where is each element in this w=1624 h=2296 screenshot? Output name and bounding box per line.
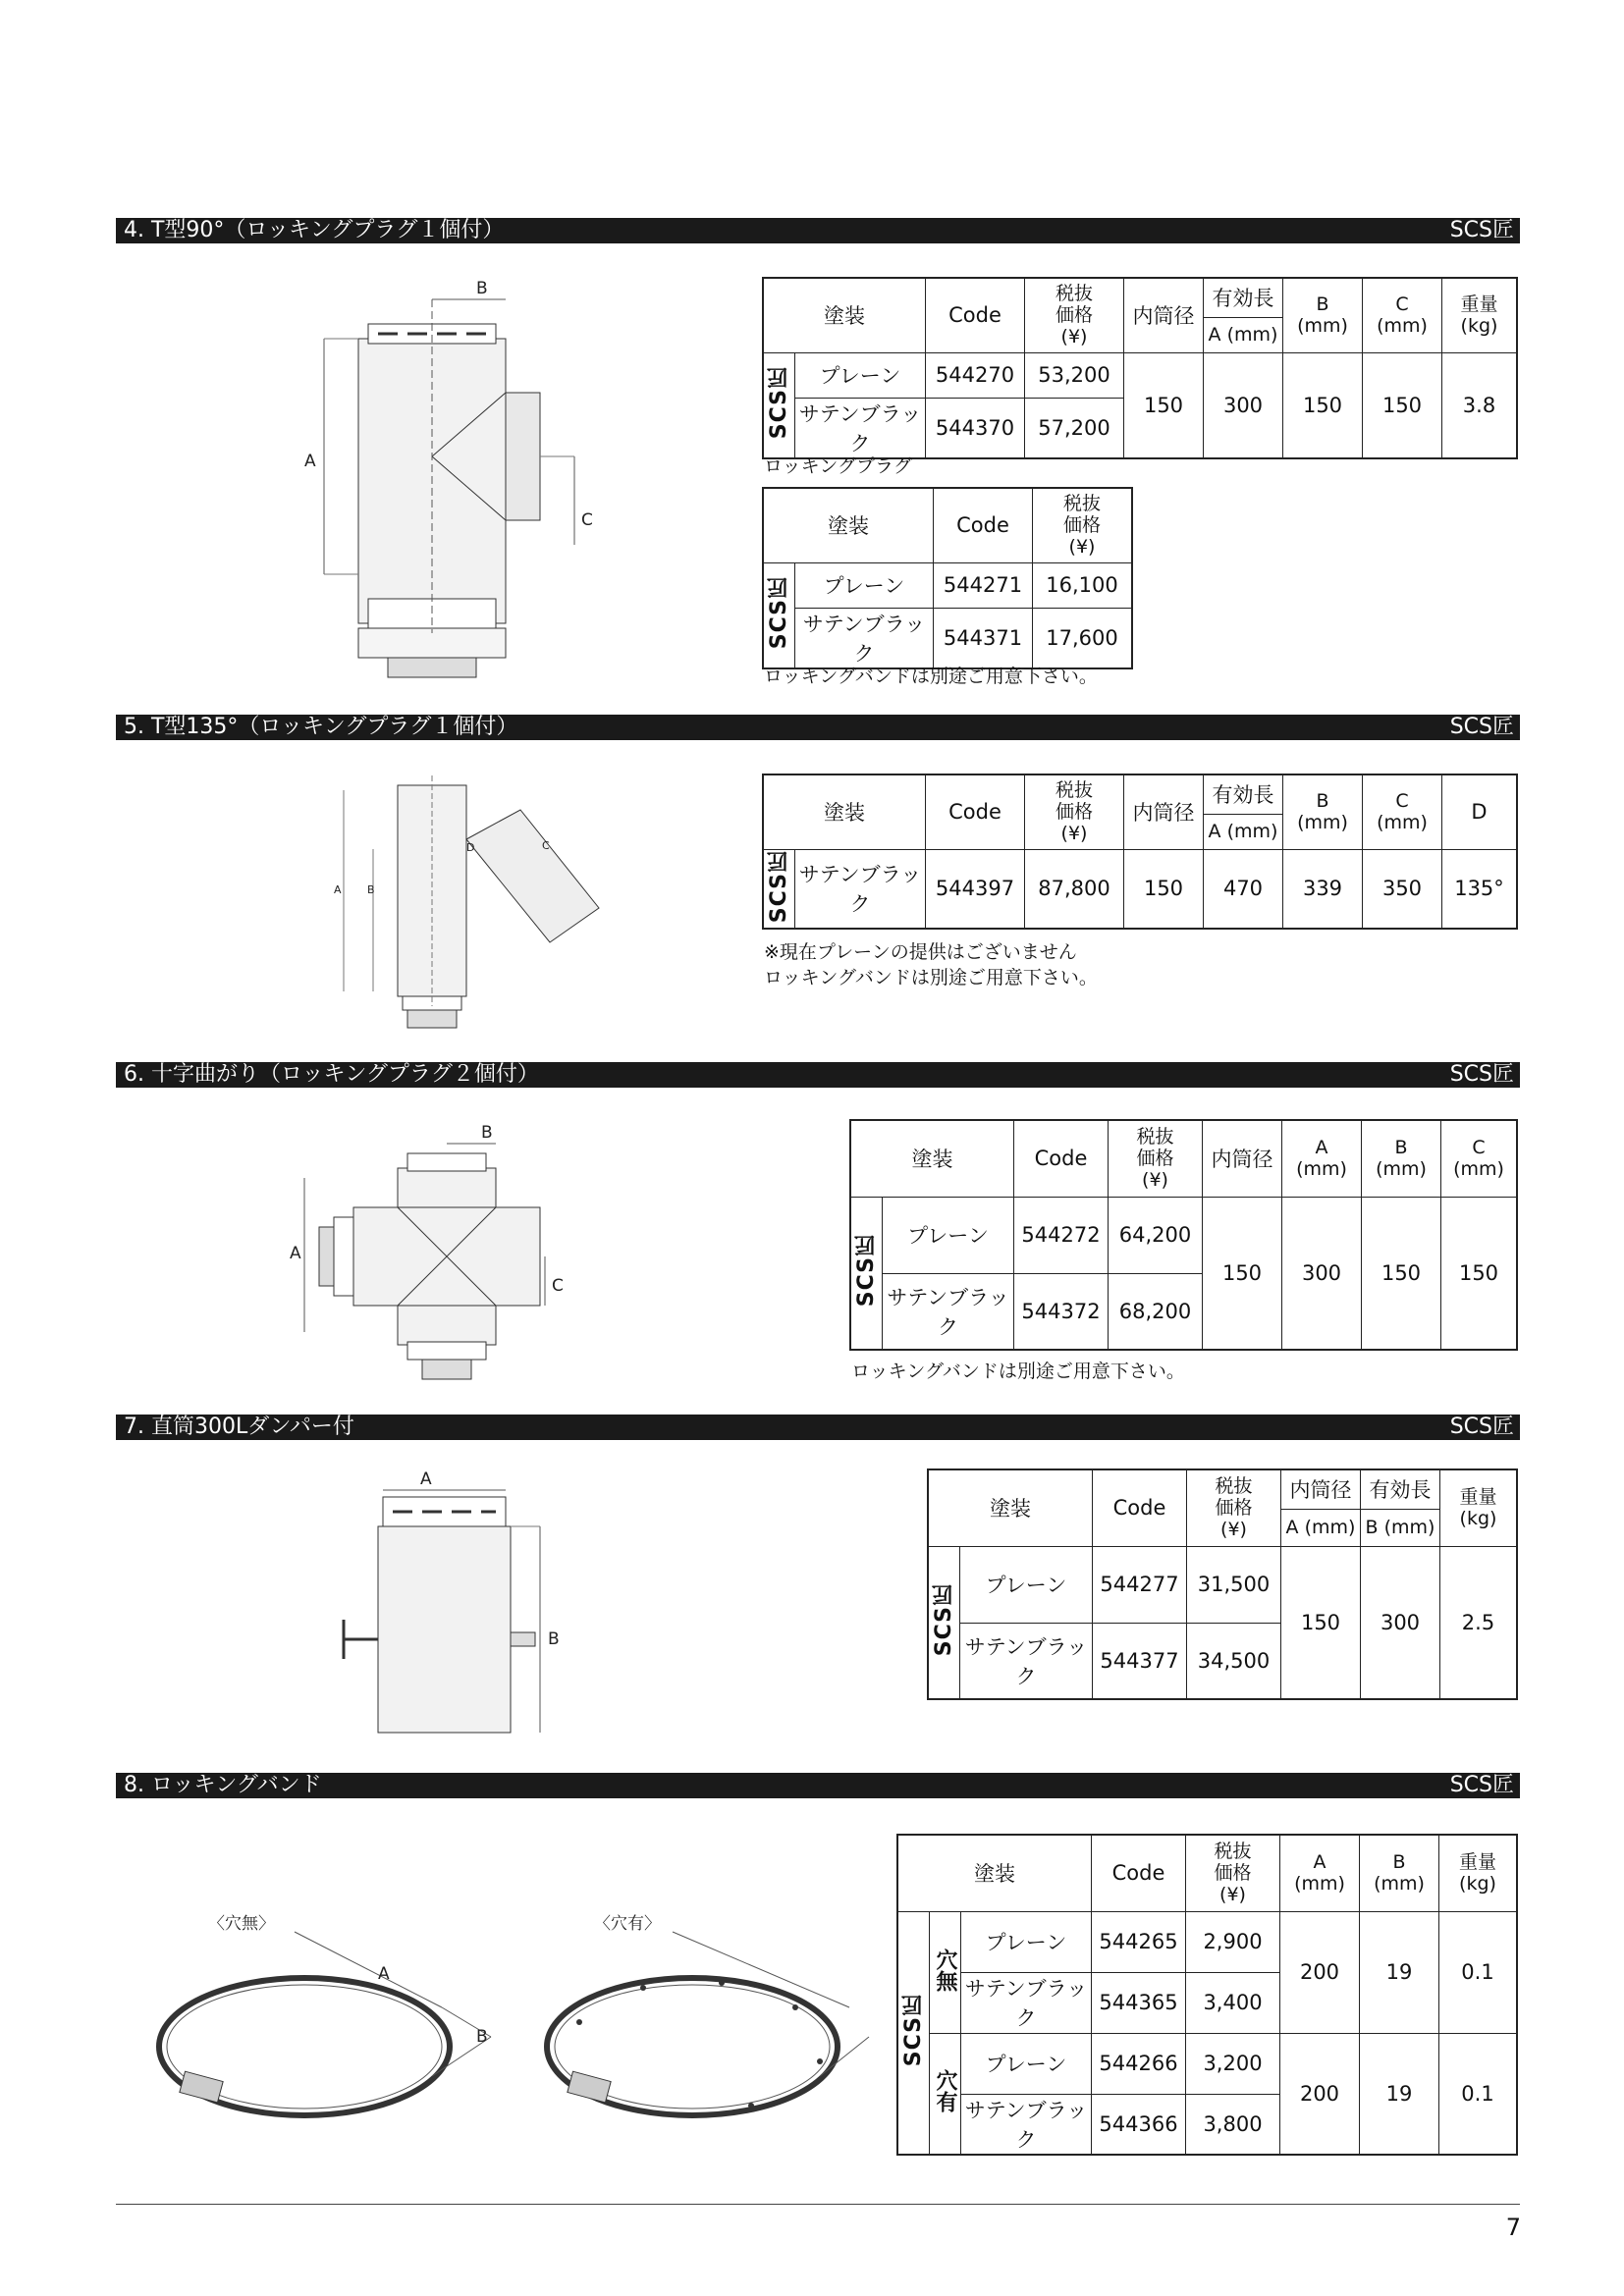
page-number: 7 bbox=[1505, 2214, 1521, 2241]
cell-c: 150 bbox=[1363, 352, 1442, 458]
cell-b: 150 bbox=[1362, 1197, 1441, 1350]
label-a: A bbox=[334, 883, 342, 896]
col-inner: 内筒径 bbox=[1124, 774, 1204, 849]
cell-weight: 3.8 bbox=[1442, 352, 1518, 458]
section-title: 6. 十字曲がり（ロッキングプラグ２個付） bbox=[124, 1062, 539, 1087]
col-eff-sub: B (mm) bbox=[1361, 1509, 1440, 1546]
col-price: 税抜 価格 (¥) bbox=[1033, 488, 1133, 562]
t90-drawing bbox=[295, 280, 628, 682]
col-coating: 塗装 bbox=[763, 774, 926, 849]
cell-coating: サテンブラック bbox=[795, 849, 926, 929]
col-d: D bbox=[1442, 774, 1518, 849]
brand-vertical: SCS匠 bbox=[767, 575, 791, 650]
col-code: Code bbox=[926, 774, 1025, 849]
brand-vertical: SCS匠 bbox=[932, 1583, 956, 1657]
cell-price: 3,400 bbox=[1186, 1972, 1280, 2033]
cell-coating: サテンブラック bbox=[961, 1972, 1092, 2033]
note: ロッキングバンドは別途ご用意下さい。 bbox=[764, 666, 1098, 687]
cell-code: 544272 bbox=[1014, 1197, 1109, 1273]
col-c: C (mm) bbox=[1363, 774, 1442, 849]
cell-code: 544372 bbox=[1014, 1273, 1109, 1350]
cell-code: 544271 bbox=[934, 562, 1033, 608]
col-eff-sub: A (mm) bbox=[1204, 317, 1283, 352]
section-title: 7. 直筒300Lダンパー付 bbox=[124, 1415, 354, 1439]
cell-coating: プレーン bbox=[960, 1546, 1093, 1623]
plug-table bbox=[762, 487, 1133, 669]
note: ロッキングバンドは別途ご用意下さい。 bbox=[764, 967, 1098, 988]
caption: 〈穴有〉 bbox=[594, 1914, 661, 1934]
brand-vertical: SCS匠 bbox=[854, 1234, 879, 1308]
label-a: A bbox=[378, 1964, 390, 1984]
col-code: Code bbox=[926, 278, 1025, 352]
col-coating: 塗装 bbox=[763, 278, 926, 352]
cell-inner: 150 bbox=[1281, 1546, 1361, 1699]
cell-code: 544266 bbox=[1092, 2033, 1186, 2094]
cell-weight: 0.1 bbox=[1439, 1911, 1518, 2033]
col-a: A (mm) bbox=[1282, 1120, 1362, 1197]
group-label: 穴無 bbox=[933, 1948, 957, 1992]
brand-label: SCS匠 bbox=[1449, 1415, 1514, 1439]
cell-eff: 300 bbox=[1361, 1546, 1440, 1699]
cell-a: 300 bbox=[1282, 1197, 1362, 1350]
col-c: C (mm) bbox=[1441, 1120, 1518, 1197]
cell-b: 339 bbox=[1283, 849, 1363, 929]
note: ※現在プレーンの提供はございません bbox=[764, 941, 1077, 963]
col-b: B (mm) bbox=[1360, 1835, 1439, 1911]
cell-code: 544370 bbox=[926, 398, 1025, 458]
label-b: B bbox=[548, 1629, 560, 1649]
cell-a: 200 bbox=[1280, 2033, 1360, 2155]
group-label: 穴有 bbox=[933, 2069, 957, 2113]
band-drawing-holes bbox=[525, 1914, 879, 2150]
cell-price: 31,500 bbox=[1187, 1546, 1281, 1623]
cell-d: 135° bbox=[1442, 849, 1518, 929]
brand-vertical: SCS匠 bbox=[767, 365, 791, 440]
label-b: B bbox=[476, 279, 488, 298]
brand-label: SCS匠 bbox=[1449, 715, 1514, 739]
cell-price: 3,800 bbox=[1186, 2094, 1280, 2155]
col-price: 税抜 価格 (¥) bbox=[1109, 1120, 1203, 1197]
col-eff-sub: A (mm) bbox=[1204, 814, 1283, 849]
section-header-8 bbox=[116, 1773, 1520, 1798]
cell-coating: プレーン bbox=[961, 1911, 1092, 1972]
col-a: A (mm) bbox=[1280, 1835, 1360, 1911]
cell-coating: プレーン bbox=[883, 1197, 1014, 1273]
cell-price: 34,500 bbox=[1187, 1623, 1281, 1699]
cell-b: 19 bbox=[1360, 1911, 1439, 2033]
cell-coating: プレーン bbox=[795, 352, 926, 398]
section-header-4 bbox=[116, 218, 1520, 243]
cell-b: 19 bbox=[1360, 2033, 1439, 2155]
cross-drawing bbox=[285, 1124, 589, 1389]
cell-code: 544366 bbox=[1092, 2094, 1186, 2155]
label-c: C bbox=[542, 839, 550, 852]
note: ロッキングバンドは別途ご用意下さい。 bbox=[851, 1361, 1185, 1382]
label-b: B bbox=[367, 883, 375, 896]
col-b: B (mm) bbox=[1283, 278, 1363, 352]
cell-inner: 150 bbox=[1124, 849, 1204, 929]
cell-c: 350 bbox=[1363, 849, 1442, 929]
cell-code: 544270 bbox=[926, 352, 1025, 398]
col-code: Code bbox=[1092, 1835, 1186, 1911]
col-weight: 重量 (kg) bbox=[1439, 1835, 1518, 1911]
cell-coating: サテンブラック bbox=[961, 2094, 1092, 2155]
brand-label: SCS匠 bbox=[1449, 1773, 1514, 1797]
cell-c: 150 bbox=[1441, 1197, 1518, 1350]
cell-b: 150 bbox=[1283, 352, 1363, 458]
spec-table bbox=[849, 1119, 1518, 1351]
spec-table bbox=[762, 277, 1518, 459]
col-eff: 有効長 bbox=[1204, 774, 1283, 814]
cell-coating: サテンブラック bbox=[795, 398, 926, 458]
cell-coating: プレーン bbox=[961, 2033, 1092, 2094]
cell-coating: サテンブラック bbox=[883, 1273, 1014, 1350]
col-code: Code bbox=[934, 488, 1033, 562]
col-weight: 重量 (kg) bbox=[1440, 1469, 1518, 1546]
section-header-7 bbox=[116, 1415, 1520, 1440]
damper-drawing bbox=[314, 1469, 589, 1747]
cell-coating: サテンブラック bbox=[795, 608, 934, 668]
cell-price: 87,800 bbox=[1025, 849, 1124, 929]
cell-inner: 150 bbox=[1203, 1197, 1282, 1350]
cell-price: 68,200 bbox=[1109, 1273, 1203, 1350]
cell-price: 57,200 bbox=[1025, 398, 1124, 458]
col-b: B (mm) bbox=[1283, 774, 1363, 849]
col-coating: 塗装 bbox=[928, 1469, 1093, 1546]
section-title: 5. T型135°（ロッキングプラグ１個付） bbox=[124, 715, 518, 739]
col-c: C (mm) bbox=[1363, 278, 1442, 352]
section-header-5 bbox=[116, 715, 1520, 740]
col-coating: 塗装 bbox=[763, 488, 934, 562]
label-b: B bbox=[481, 1123, 493, 1143]
cell-price: 3,200 bbox=[1186, 2033, 1280, 2094]
cell-inner: 150 bbox=[1124, 352, 1204, 458]
section-header-6 bbox=[116, 1062, 1520, 1088]
brand-label: SCS匠 bbox=[1449, 1062, 1514, 1087]
col-code: Code bbox=[1014, 1120, 1109, 1197]
cell-price: 16,100 bbox=[1033, 562, 1133, 608]
cell-price: 53,200 bbox=[1025, 352, 1124, 398]
band-drawing-plain bbox=[147, 1914, 511, 2150]
cell-price: 2,900 bbox=[1186, 1911, 1280, 1972]
cell-eff: 470 bbox=[1204, 849, 1283, 929]
col-price: 税抜 価格 (¥) bbox=[1186, 1835, 1280, 1911]
col-eff: 有効長 bbox=[1204, 278, 1283, 317]
label-a: A bbox=[420, 1469, 432, 1489]
col-eff: 有効長 bbox=[1361, 1469, 1440, 1509]
col-price: 税抜 価格 (¥) bbox=[1025, 278, 1124, 352]
cell-a: 200 bbox=[1280, 1911, 1360, 2033]
col-code: Code bbox=[1093, 1469, 1187, 1546]
cell-coating: サテンブラック bbox=[960, 1623, 1093, 1699]
col-weight: 重量 (kg) bbox=[1442, 278, 1518, 352]
col-inner-sub: A (mm) bbox=[1281, 1509, 1361, 1546]
cell-code: 544277 bbox=[1093, 1546, 1187, 1623]
cell-code: 544265 bbox=[1092, 1911, 1186, 1972]
col-price: 税抜 価格 (¥) bbox=[1187, 1469, 1281, 1546]
spec-table bbox=[896, 1834, 1518, 2156]
col-b: B (mm) bbox=[1362, 1120, 1441, 1197]
label-c: C bbox=[552, 1276, 564, 1296]
brand-label: SCS匠 bbox=[1449, 218, 1514, 242]
cell-price: 64,200 bbox=[1109, 1197, 1203, 1273]
col-inner: 内筒径 bbox=[1203, 1120, 1282, 1197]
col-price: 税抜 価格 (¥) bbox=[1025, 774, 1124, 849]
brand-vertical: SCS匠 bbox=[901, 1994, 926, 2067]
spec-table bbox=[927, 1468, 1518, 1700]
cell-code: 544397 bbox=[926, 849, 1025, 929]
cell-eff: 300 bbox=[1204, 352, 1283, 458]
spec-table bbox=[762, 774, 1518, 930]
col-coating: 塗装 bbox=[850, 1120, 1014, 1197]
section-title: 8. ロッキングバンド bbox=[124, 1773, 322, 1797]
section-title: 4. T型90°（ロッキングプラグ１個付） bbox=[124, 218, 505, 242]
cell-code: 544377 bbox=[1093, 1623, 1187, 1699]
cell-weight: 2.5 bbox=[1440, 1546, 1518, 1699]
col-coating: 塗装 bbox=[897, 1835, 1092, 1911]
col-inner: 内筒径 bbox=[1281, 1469, 1361, 1509]
caption: 〈穴無〉 bbox=[208, 1914, 275, 1934]
label-d: D bbox=[466, 841, 475, 854]
footer-rule bbox=[116, 2204, 1520, 2205]
cell-price: 17,600 bbox=[1033, 608, 1133, 668]
cell-code: 544371 bbox=[934, 608, 1033, 668]
cell-coating: プレーン bbox=[795, 562, 934, 608]
label-b: B bbox=[476, 2027, 488, 2047]
label-c: C bbox=[581, 510, 593, 530]
col-inner: 内筒径 bbox=[1124, 278, 1204, 352]
subtable-title: ロッキングプラグ bbox=[764, 455, 913, 477]
label-a: A bbox=[304, 452, 316, 471]
cell-code: 544365 bbox=[1092, 1972, 1186, 2033]
label-a: A bbox=[290, 1244, 301, 1263]
cell-weight: 0.1 bbox=[1439, 2033, 1518, 2155]
brand-vertical: SCS匠 bbox=[767, 849, 791, 923]
t135-drawing bbox=[324, 771, 619, 1036]
